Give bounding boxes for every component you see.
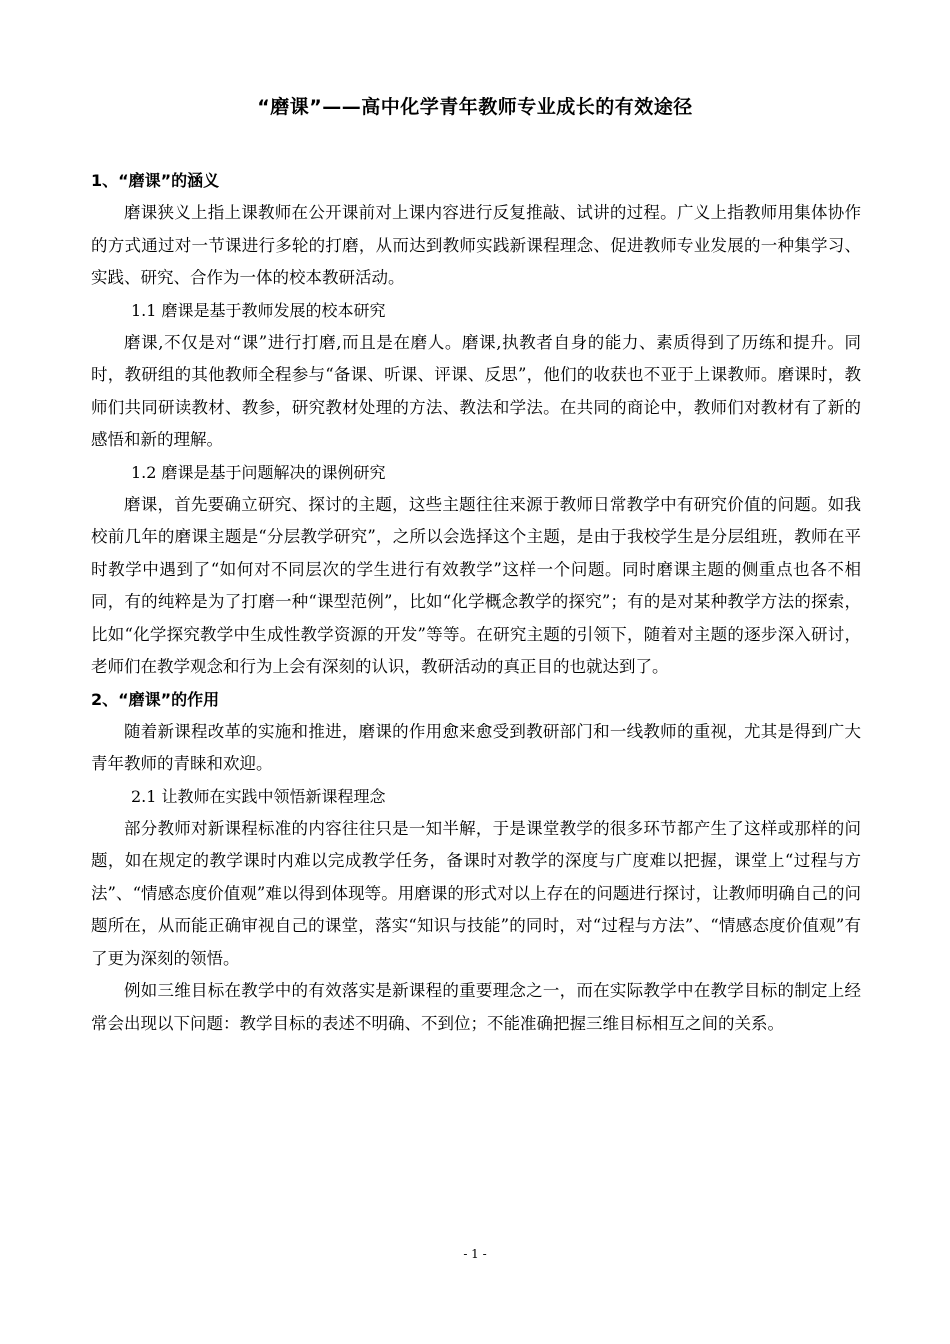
- document-title: “磨课”——高中化学青年教师专业成长的有效途径: [257, 96, 693, 118]
- section-intro-paragraph: 磨课狭义上指上课教师在公开课前对上课内容进行反复推敲、试讲的过程。广义上指教师用集体协作的方式通过对一节课进行多轮的打磨，从而达到教师实践新课程理念、促进教师专业发展的一种集学习、实践、研究、合作为一体的校本教研活动。: [91, 203, 861, 287]
- subsection-heading: 1.1 磨课是基于教师发展的校本研究: [131, 300, 386, 320]
- section-intro-paragraph: 随着新课程改革的实施和推进，磨课的作用愈来愈受到教研部门和一线教师的重视，尤其是得到广大青年教师的青睐和欢迎。: [91, 721, 861, 773]
- subsection-heading: 1.2 磨课是基于问题解决的课例研究: [131, 462, 386, 482]
- section-heading: 2、“磨课”的作用: [91, 689, 220, 709]
- subsection-paragraph: 磨课,不仅是对“课”进行打磨,而且是在磨人。磨课,执教者自身的能力、素质得到了历练和提升。同时，教研组的其他教师全程参与“备课、听课、评课、反思”，他们的收获也不亚于上课教师。磨课时，教师们共同研读教材、教参，研究教材处理的方法、教法和学法。在共同的商论中，教师们对教材有了新的感悟和新的理解。: [91, 332, 861, 449]
- document-body: [91, 165, 861, 1040]
- subsection-paragraph: 部分教师对新课程标准的内容往往只是一知半解，于是课堂教学的很多环节都产生了这样或那样的问题，如在规定的教学课时内难以完成教学任务，备课时对教学的深度与广度难以把握，课堂上“过程与方法”、“情感态度价值观”难以得到体现等。用磨课的形式对以上存在的问题进行探讨，让教师明确自己的问题所在，从而能正确审视自己的课堂，落实“知识与技能”的同时，对“过程与方法”、“情感态度价值观”有了更为深刻的领悟。: [91, 818, 861, 968]
- page-number: - 1 -: [463, 1247, 487, 1261]
- subsection-heading: 2.1 让教师在实践中领悟新课程理念: [131, 786, 386, 806]
- subsection-paragraph: 例如三维目标在教学中的有效落实是新课程的重要理念之一，而在实际教学中在教学目标的制定上经常会出现以下问题：教学目标的表述不明确、不到位；不能准确把握三维目标相互之间的关系。: [91, 981, 861, 1033]
- section-heading: 1、“磨课”的涵义: [91, 171, 220, 190]
- subsection-paragraph: 磨课，首先要确立研究、探讨的主题，这些主题往往来源于教师日常教学中有研究价值的问题。如我校前几年的磨课主题是“分层教学研究”，之所以会选择这个主题，是由于我校学生是分层组班，教师在平时教学中遇到了“如何对不同层次的学生进行有效教学”这样一个问题。同时磨课主题的侧重点也各不相同，有的纯粹是为了打磨一种“课型范例”，比如“化学概念教学的探究”；有的是对某种教学方法的探索，比如“化学探究教学中生成性教学资源的开发”等等。在研究主题的引领下，随着对主题的逐步深入研讨，老师们在教学观念和行为上会有深刻的认识，教研活动的真正目的也就达到了。: [91, 494, 861, 676]
